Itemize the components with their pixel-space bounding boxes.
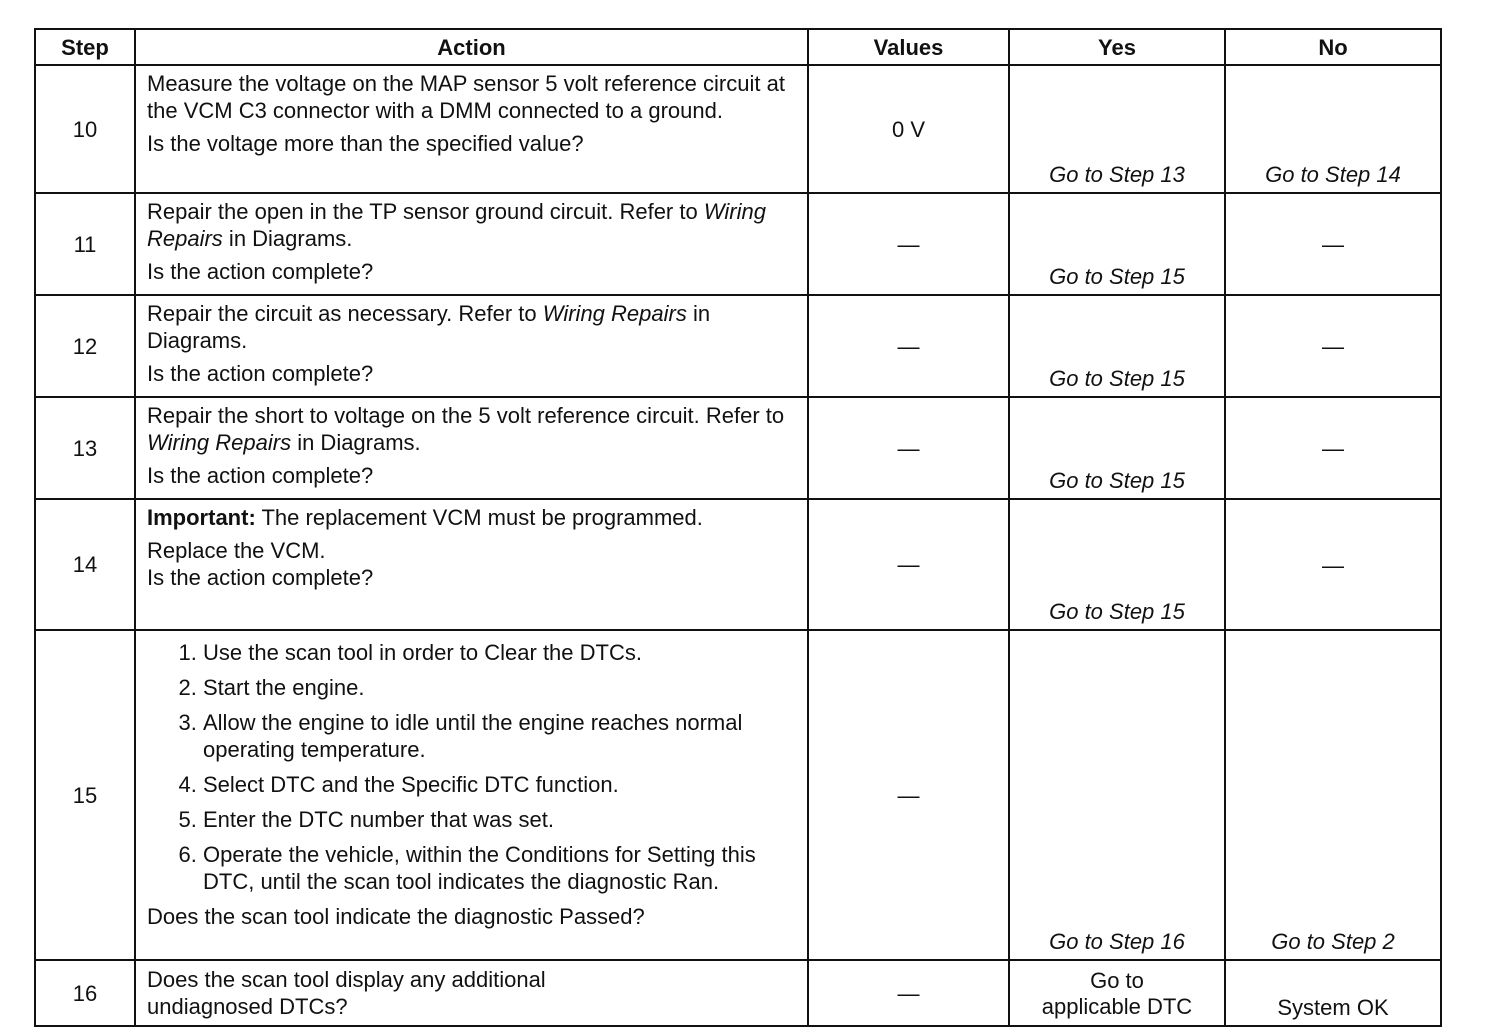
action-text-part: Repair the circuit as necessary. Refer to	[147, 301, 543, 326]
header-yes: Yes	[1009, 29, 1225, 65]
action-cell	[135, 630, 808, 960]
table-row	[35, 295, 1441, 397]
action-question: Is the action complete?	[147, 565, 374, 590]
table-row	[35, 630, 1441, 960]
table-row	[35, 960, 1441, 1026]
value-cell: 0 V	[808, 65, 1009, 193]
yes-cell: Go to Step 15	[1009, 295, 1225, 397]
table-row	[35, 193, 1441, 295]
yes-cell: Go to Step 15	[1009, 193, 1225, 295]
value-cell: —	[808, 960, 1009, 1026]
list-item: 2. Start the engine.	[203, 674, 797, 701]
step-number: 13	[35, 397, 135, 499]
action-question: Is the action complete?	[147, 259, 374, 284]
value-cell: —	[808, 630, 1009, 960]
wiring-repairs-ref: Wiring Repairs	[542, 301, 687, 326]
value-cell: —	[808, 499, 1009, 630]
diagnostic-table	[34, 28, 1440, 1027]
action-text-part: in Diagrams.	[222, 226, 353, 251]
action-cell	[135, 960, 808, 1026]
action-text-part: Repair the short to voltage on the 5 volt reference circuit. Refer to	[147, 403, 785, 428]
action-cell	[135, 193, 808, 295]
procedure-list	[147, 639, 797, 895]
wiring-repairs-ref: Wiring Repairs	[147, 430, 292, 455]
action-question: Does the scan tool indicate the diagnostic Passed?	[147, 904, 645, 929]
action-cell	[135, 499, 808, 630]
no-cell: —	[1225, 499, 1441, 630]
action-text	[147, 198, 797, 252]
header-no: No	[1225, 29, 1441, 65]
no-cell: Go to Step 2	[1225, 630, 1441, 960]
yes-cell: Go to Step 15	[1009, 499, 1225, 630]
wiring-repairs-ref: Wiring Repairs	[147, 199, 766, 251]
important-note	[147, 504, 797, 531]
yes-line: Go to	[1090, 967, 1144, 993]
yes-cell	[1009, 960, 1225, 1026]
action-cell	[135, 397, 808, 499]
action-question: Is the action complete?	[147, 361, 374, 386]
no-cell: —	[1225, 295, 1441, 397]
action-text-part: Repair the open in the TP sensor ground circuit. Refer to	[147, 199, 704, 224]
action-question: Is the voltage more than the specified value?	[147, 131, 584, 156]
important-text: The replacement VCM must be programmed.	[255, 505, 703, 530]
yes-cell: Go to Step 15	[1009, 397, 1225, 499]
no-cell: Go to Step 14	[1225, 65, 1441, 193]
action-text: Replace the VCM.	[147, 538, 326, 563]
value-cell: —	[808, 295, 1009, 397]
step-number: 12	[35, 295, 135, 397]
action-text	[147, 402, 797, 456]
list-item: 3. Allow the engine to idle until the engine reaches normal operating temperature.	[203, 709, 797, 763]
action-text	[147, 300, 797, 354]
list-item: 4. Select DTC and the Specific DTC function.	[203, 771, 797, 798]
header-row	[35, 29, 1441, 65]
step-number: 16	[35, 960, 135, 1026]
no-cell: —	[1225, 193, 1441, 295]
step-number: 15	[35, 630, 135, 960]
table-row	[35, 499, 1441, 630]
action-question: Does the scan tool display any additional undiagnosed DTCs?	[147, 967, 546, 1019]
action-text-part: in Diagrams.	[291, 430, 421, 455]
no-cell: —	[1225, 397, 1441, 499]
list-item: 1. Use the scan tool in order to Clear the DTCs.	[203, 639, 797, 666]
yes-line: applicable DTC	[1041, 993, 1193, 1019]
action-cell	[135, 65, 808, 193]
action-cell	[135, 295, 808, 397]
step-number: 14	[35, 499, 135, 630]
value-cell: —	[808, 397, 1009, 499]
action-text: Measure the voltage on the MAP sensor 5 volt reference circuit at the VCM C3 connector with a DMM connected to a ground.	[147, 71, 785, 123]
yes-cell: Go to Step 16	[1009, 630, 1225, 960]
list-item: 6. Operate the vehicle, within the Conditions for Setting this DTC, until the scan tool indicates the diagnostic Ran.	[203, 841, 797, 895]
important-label: Important:	[147, 505, 256, 530]
no-cell: System OK	[1225, 960, 1441, 1026]
step-number: 10	[35, 65, 135, 193]
header-values: Values	[808, 29, 1009, 65]
list-item: 5. Enter the DTC number that was set.	[203, 806, 797, 833]
action-text-part: in Diagrams.	[147, 301, 711, 353]
table-row	[35, 397, 1441, 499]
yes-cell: Go to Step 13	[1009, 65, 1225, 193]
header-step: Step	[35, 29, 135, 65]
table-row	[35, 65, 1441, 193]
action-question: Is the action complete?	[147, 463, 374, 488]
header-action: Action	[135, 29, 808, 65]
step-number: 11	[35, 193, 135, 295]
value-cell: —	[808, 193, 1009, 295]
